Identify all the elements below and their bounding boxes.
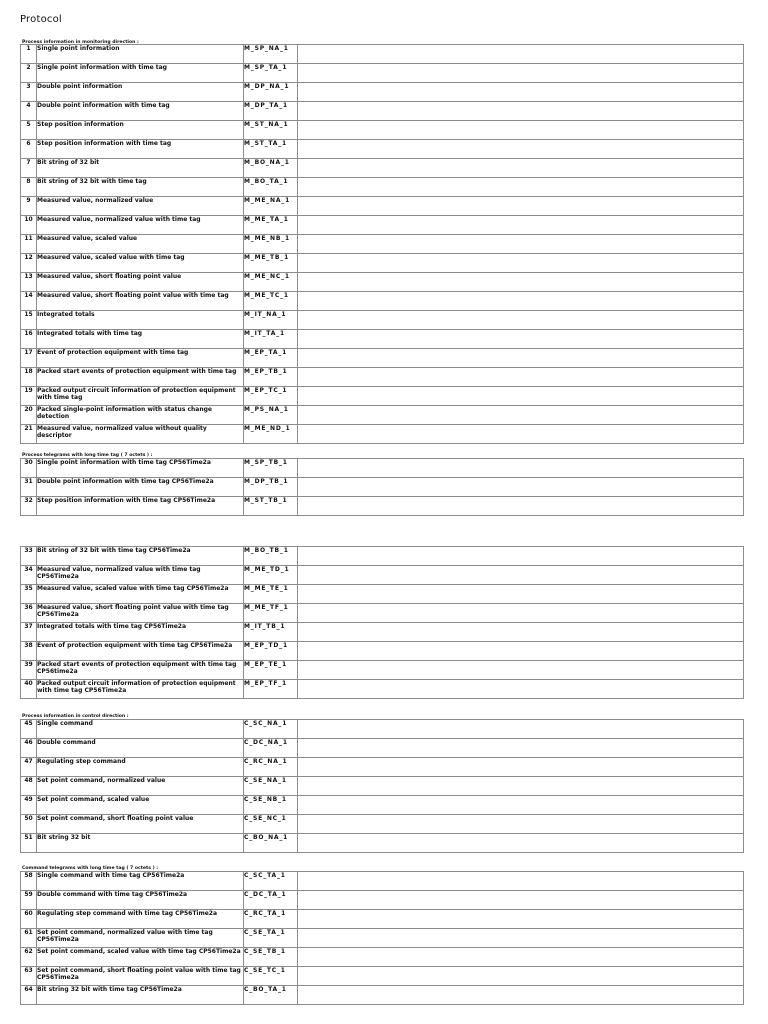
type-identifier: C_RC_NA_1 [244,758,298,777]
table-row [21,45,744,64]
type-description: Single command [37,720,244,739]
empty-cell [298,121,744,140]
type-id-number: 40 [21,680,37,699]
type-description: Integrated totals [37,311,244,330]
type-identifier: M_EP_TC_1 [244,387,298,406]
table-row [21,406,744,425]
type-description: Step position information with time tag CP56Time2a [37,497,244,516]
type-id-number: 12 [21,254,37,273]
type-identifier: C_SC_NA_1 [244,720,298,739]
empty-cell [298,311,744,330]
empty-cell [298,406,744,425]
type-identifier: M_EP_TE_1 [244,661,298,680]
empty-cell [298,197,744,216]
table-row [21,273,744,292]
type-description: Measured value, short floating point value with time tag [37,292,244,311]
empty-cell [298,642,744,661]
type-id-number: 61 [21,929,37,948]
type-identifier: C_SC_TA_1 [244,872,298,891]
empty-cell [298,910,744,929]
empty-cell [298,273,744,292]
type-description: Packed start events of protection equipment with time tag CP56time2a [37,661,244,680]
type-description: Bit string 32 bit [37,834,244,853]
type-id-number: 62 [21,948,37,967]
type-id-number: 15 [21,311,37,330]
type-description: Regulating step command with time tag CP56Time2a [37,910,244,929]
type-identifier: M_EP_TF_1 [244,680,298,699]
type-id-number: 35 [21,585,37,604]
type-identifier: M_ME_TD_1 [244,566,298,585]
type-id-number: 13 [21,273,37,292]
empty-cell [298,967,744,986]
empty-cell [298,986,744,1005]
type-description: Set point command, scaled value [37,796,244,815]
empty-cell [298,330,744,349]
type-description: Single point information with time tag CP56Time2a [37,459,244,478]
empty-cell [298,758,744,777]
type-identifier: M_IT_NA_1 [244,311,298,330]
type-description: Integrated totals with time tag CP56Time2a [37,623,244,642]
table-row [21,425,744,444]
type-id-number: 11 [21,235,37,254]
type-description: Measured value, scaled value [37,235,244,254]
type-id-number: 64 [21,986,37,1005]
type-identifier: M_ME_NC_1 [244,273,298,292]
table-row [21,910,744,929]
table-row [21,216,744,235]
type-identifier: M_SP_NA_1 [244,45,298,64]
table-row [21,121,744,140]
section-caption: Command telegrams with long time tag ( 7 octets ) : [22,866,159,871]
type-identifier: C_SE_NA_1 [244,777,298,796]
type-identifier: M_BO_TA_1 [244,178,298,197]
table-row [21,929,744,948]
empty-cell [298,948,744,967]
table-row [21,178,744,197]
type-id-number: 20 [21,406,37,425]
type-identifier: M_BO_TB_1 [244,547,298,566]
type-id-number: 36 [21,604,37,623]
type-description: Measured value, normalized value with time tag [37,216,244,235]
type-identifier: M_EP_TD_1 [244,642,298,661]
section-caption: Process information in monitoring direction : [22,40,139,45]
type-description: Measured value, scaled value with time tag [37,254,244,273]
type-identifier: M_SP_TA_1 [244,64,298,83]
type-description: Bit string 32 bit with time tag CP56Time2a [37,986,244,1005]
type-id-number: 38 [21,642,37,661]
type-id-number: 45 [21,720,37,739]
table-row [21,796,744,815]
empty-cell [298,425,744,444]
empty-cell [298,349,744,368]
type-identifier: M_ME_TB_1 [244,254,298,273]
type-id-number: 30 [21,459,37,478]
type-identifier: C_DC_TA_1 [244,891,298,910]
type-id-number: 10 [21,216,37,235]
table-row [21,604,744,623]
type-id-number: 49 [21,796,37,815]
type-identifier: M_ST_TB_1 [244,497,298,516]
type-identifier: M_ST_TA_1 [244,140,298,159]
type-id-number: 5 [21,121,37,140]
empty-cell [298,680,744,699]
type-description: Set point command, short floating point value [37,815,244,834]
type-identifier: C_BO_TA_1 [244,986,298,1005]
type-id-number: 33 [21,547,37,566]
type-id-number: 50 [21,815,37,834]
type-id-number: 39 [21,661,37,680]
table-row [21,872,744,891]
type-description: Packed output circuit information of protection equipment with time tag [37,387,244,406]
table-row [21,758,744,777]
table-row [21,777,744,796]
type-description: Measured value, short floating point value with time tag CP56Time2a [37,604,244,623]
type-description: Set point command, scaled value with time tag CP56Time2a [37,948,244,967]
empty-cell [298,140,744,159]
type-id-number: 58 [21,872,37,891]
type-identifier: M_DP_TA_1 [244,102,298,121]
type-description: Measured value, scaled value with time tag CP56Time2a [37,585,244,604]
type-description: Event of protection equipment with time tag [37,349,244,368]
type-description: Bit string of 32 bit with time tag [37,178,244,197]
type-description: Packed output circuit information of protection equipment with time tag CP56Time2a [37,680,244,699]
type-identifier: M_ME_TA_1 [244,216,298,235]
type-id-table [20,871,744,1005]
table-row [21,330,744,349]
empty-cell [298,739,744,758]
empty-cell [298,159,744,178]
table-row [21,986,744,1005]
table-row [21,585,744,604]
type-id-number: 16 [21,330,37,349]
type-identifier: M_ST_NA_1 [244,121,298,140]
empty-cell [298,604,744,623]
type-description: Set point command, normalized value with time tag CP56Time2a [37,929,244,948]
type-id-number: 17 [21,349,37,368]
type-description: Single command with time tag CP56Time2a [37,872,244,891]
type-id-number: 34 [21,566,37,585]
type-id-number: 6 [21,140,37,159]
type-id-number: 31 [21,478,37,497]
type-identifier: M_ME_ND_1 [244,425,298,444]
type-description: Double point information [37,83,244,102]
type-id-number: 18 [21,368,37,387]
table-row [21,102,744,121]
type-id-number: 8 [21,178,37,197]
type-id-number: 32 [21,497,37,516]
table-row [21,83,744,102]
empty-cell [298,459,744,478]
type-description: Set point command, normalized value [37,777,244,796]
type-description: Regulating step command [37,758,244,777]
type-description: Event of protection equipment with time tag CP56Time2a [37,642,244,661]
type-id-number: 14 [21,292,37,311]
empty-cell [298,292,744,311]
table-row [21,64,744,83]
type-id-number: 21 [21,425,37,444]
table-row [21,680,744,699]
type-identifier: M_ME_TF_1 [244,604,298,623]
table-row [21,254,744,273]
table-row [21,948,744,967]
type-id-number: 2 [21,64,37,83]
type-id-number: 51 [21,834,37,853]
empty-cell [298,796,744,815]
empty-cell [298,478,744,497]
table-row [21,891,744,910]
type-identifier: M_ME_NB_1 [244,235,298,254]
type-identifier: M_BO_NA_1 [244,159,298,178]
type-identifier: C_BO_NA_1 [244,834,298,853]
type-id-table [20,546,744,699]
empty-cell [298,834,744,853]
table-row [21,459,744,478]
type-id-number: 47 [21,758,37,777]
empty-cell [298,83,744,102]
type-description: Measured value, normalized value [37,197,244,216]
empty-cell [298,387,744,406]
table-row [21,834,744,853]
type-identifier: C_SE_NC_1 [244,815,298,834]
type-id-table [20,458,744,516]
type-identifier: C_SE_NB_1 [244,796,298,815]
empty-cell [298,777,744,796]
type-id-number: 59 [21,891,37,910]
table-row [21,642,744,661]
type-description: Measured value, normalized value without quality descriptor [37,425,244,444]
table-row [21,387,744,406]
table-row [21,349,744,368]
type-id-table [20,44,744,444]
table-row [21,497,744,516]
section-caption: Process telegrams with long time tag ( 7 octets ) : [22,453,153,458]
type-description: Bit string of 32 bit with time tag CP56Time2a [37,547,244,566]
type-id-number: 3 [21,83,37,102]
type-description: Step position information with time tag [37,140,244,159]
type-id-number: 63 [21,967,37,986]
table-row [21,547,744,566]
type-description: Double point information with time tag CP56Time2a [37,478,244,497]
type-id-number: 46 [21,739,37,758]
type-description: Measured value, short floating point value [37,273,244,292]
empty-cell [298,661,744,680]
type-id-table [20,719,744,853]
table-row [21,967,744,986]
type-identifier: M_ME_TE_1 [244,585,298,604]
table-row [21,159,744,178]
type-identifier: M_ME_TC_1 [244,292,298,311]
page-title: Protocol [20,14,62,25]
table-row [21,623,744,642]
table-row [21,661,744,680]
table-row [21,311,744,330]
section-caption: Process information in control direction : [22,714,129,719]
type-id-number: 1 [21,45,37,64]
type-identifier: C_RC_TA_1 [244,910,298,929]
type-identifier: C_DC_NA_1 [244,739,298,758]
table-row [21,815,744,834]
empty-cell [298,623,744,642]
type-description: Step position information [37,121,244,140]
empty-cell [298,497,744,516]
empty-cell [298,585,744,604]
type-identifier: M_DP_NA_1 [244,83,298,102]
type-description: Packed single-point information with status change detection [37,406,244,425]
type-description: Single point information with time tag [37,64,244,83]
type-description: Set point command, short floating point value with time tag CP56Time2a [37,967,244,986]
type-identifier: C_SE_TC_1 [244,967,298,986]
type-id-number: 9 [21,197,37,216]
empty-cell [298,566,744,585]
type-identifier: M_SP_TB_1 [244,459,298,478]
type-identifier: M_IT_TA_1 [244,330,298,349]
type-id-number: 19 [21,387,37,406]
type-description: Bit string of 32 bit [37,159,244,178]
type-description: Double command [37,739,244,758]
type-description: Packed start events of protection equipment with time tag [37,368,244,387]
empty-cell [298,720,744,739]
table-row [21,235,744,254]
type-identifier: M_DP_TB_1 [244,478,298,497]
type-id-number: 4 [21,102,37,121]
type-id-number: 48 [21,777,37,796]
type-id-number: 60 [21,910,37,929]
type-identifier: M_EP_TA_1 [244,349,298,368]
empty-cell [298,547,744,566]
type-identifier: C_SE_TA_1 [244,929,298,948]
table-row [21,739,744,758]
table-row [21,368,744,387]
type-description: Double point information with time tag [37,102,244,121]
empty-cell [298,872,744,891]
table-row [21,292,744,311]
empty-cell [298,235,744,254]
empty-cell [298,929,744,948]
type-identifier: M_PS_NA_1 [244,406,298,425]
empty-cell [298,254,744,273]
type-description: Single point information [37,45,244,64]
type-id-number: 37 [21,623,37,642]
empty-cell [298,45,744,64]
table-row [21,140,744,159]
type-identifier: M_EP_TB_1 [244,368,298,387]
type-description: Double command with time tag CP56Time2a [37,891,244,910]
type-description: Integrated totals with time tag [37,330,244,349]
empty-cell [298,102,744,121]
empty-cell [298,815,744,834]
type-id-number: 7 [21,159,37,178]
table-row [21,197,744,216]
type-identifier: M_IT_TB_1 [244,623,298,642]
empty-cell [298,216,744,235]
type-identifier: M_ME_NA_1 [244,197,298,216]
empty-cell [298,178,744,197]
type-description: Measured value, normalized value with time tag CP56Time2a [37,566,244,585]
empty-cell [298,368,744,387]
type-identifier: C_SE_TB_1 [244,948,298,967]
table-row [21,478,744,497]
empty-cell [298,891,744,910]
empty-cell [298,64,744,83]
table-row [21,720,744,739]
table-row [21,566,744,585]
